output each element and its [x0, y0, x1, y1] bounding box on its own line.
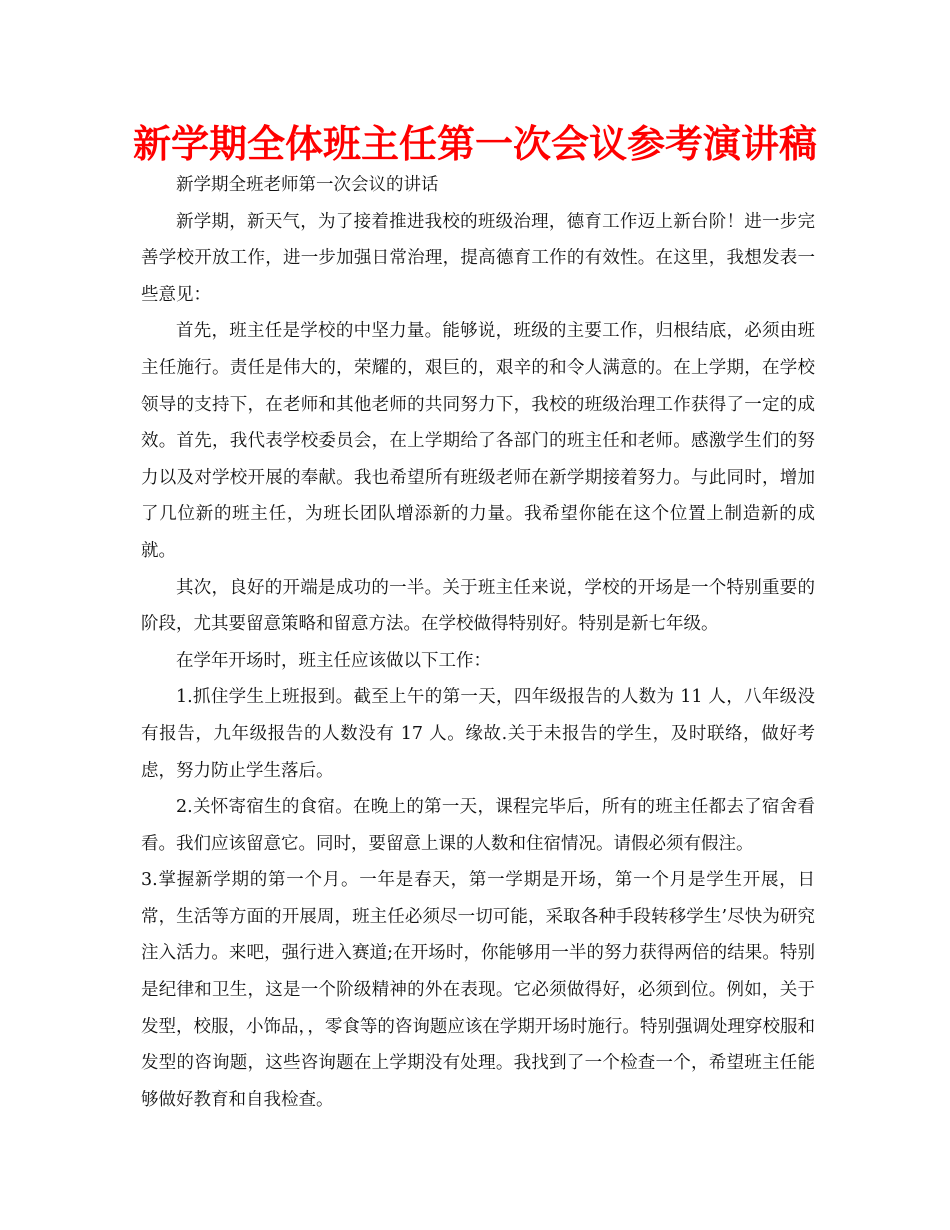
paragraph-work-list-intro: 在学年开场时，班主任应该做以下工作：	[176, 650, 491, 671]
paragraph-item-1: 1.抓住学生上班报到。截至上午的第一天，四年级报告的人数为 11 人，八年级没有报告，九年级报告的人数没有 17 人。缘故.关于未报告的学生，及时联络，做好考虑，努力防止学生落后。	[141, 687, 815, 781]
paragraph-item-3: 3.掌握新学期的第一个月。一年是春天，第一学期是开场，第一个月是学生开展，日常，生活等方面的开展周，班主任必须尽一切可能，采取各种手段转移学生’尽快为研究注入活力。来吧，强行进入赛道;在开场时，你能够用一半的努力获得两倍的结果。特别是纪律和卫生，这是一个阶级精神的外在表现。它必须做得好，必须到位。例如，关于发型，校服，小饰品，，零食等的咨询题应该在学期开场时施行。特别强调处理穿校服和发型的咨询题，这些咨询题在上学期没有处理。我找到了一个检查一个，希望班主任能够做好教育和自我检查。	[141, 870, 815, 1110]
paragraph-first-point: 首先，班主任是学校的中坚力量。能够说，班级的主要工作，归根结底，必须由班主任施行。责任是伟大的，荣耀的，艰巨的，艰辛的和令人满意的。在上学期，在学校领导的支持下，在老师和其他老师的共同努力下，我校的班级治理工作获得了一定的成效。首先，我代表学校委员会，在上学期给了各部门的班主任和老师。感激学生们的努力以及对学校开展的奉献。我也希望所有班级老师在新学期接着努力。与此同时，增加了几位新的班主任，为班长团队增添新的力量。我希望你能在这个位置上制造新的成就。	[141, 321, 815, 561]
paragraph-intro: 新学期，新天气，为了接着推进我校的班级治理，德育工作迈上新台阶！进一步完善学校开放工作，进一步加强日常治理，提高德育工作的有效性。在这里，我想发表一些意见：	[141, 211, 815, 305]
paragraph-second-point: 其次，良好的开端是成功的一半。关于班主任来说，学校的开场是一个特别重要的阶段，尤其要留意策略和留意方法。在学校做得特别好。特别是新七年级。	[141, 577, 815, 635]
paragraph-subtitle: 新学期全班老师第一次会议的讲话	[176, 175, 439, 195]
paragraph-item-2: 2.关怀寄宿生的食宿。在晚上的第一天，课程完毕后，所有的班主任都去了宿舍看看。我们应该留意它。同时，要留意上课的人数和住宿情况。请假必须有假注。	[141, 797, 815, 854]
document-body	[141, 167, 815, 1118]
document-title: 新学期全体班主任第一次会议参考演讲稿	[132, 122, 817, 166]
